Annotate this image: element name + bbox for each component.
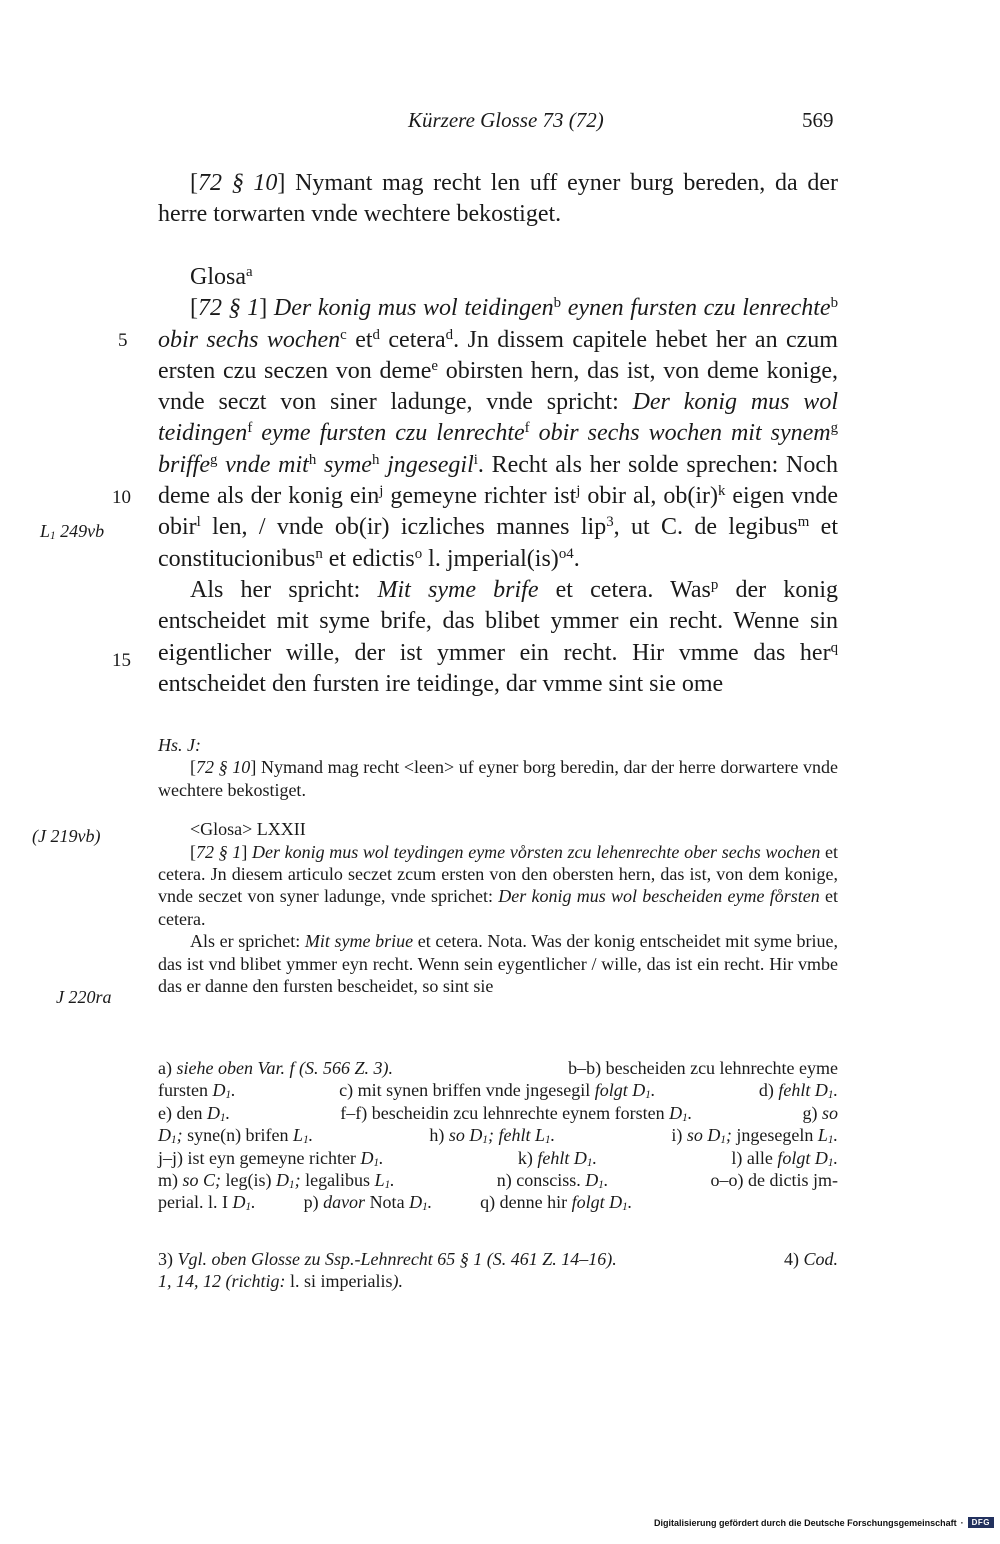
line-number-15: 15 bbox=[112, 650, 131, 671]
main-paragraph-2: [72 § 1] Der konig mus wol teidingen$^b$ eynen fursten czu lenrechte$^b$ obir sechs wochen$^c$ $et^d$ cetera$^d$. Jn dissem capitele hebet her an czum ersten czu seczen von deme$^e$ obirsten hern, das ist, von deme konige, vnde seczt von siner ladunge, vnde spricht: Der konig mus wol teidingen$^f$ eyme fursten czu lenrechte$^f$ obir sechs wochen mit synem$^g$ briffe$^g$ vnde mit$^h$ syme$^h$ jngesegil$^i$. Recht als her solde sprechen: Noch deme als der konig ein$^j$ gemeyne richter ist$^j$ obir al, ob(ir)$^k$ eigen vnde obir$^l$ len, / vnde ob(ir) iczliches mannes lip$^3$, ut C. de legibus$^m$ et constitucionibus$^n$ et edictis$^o$ l. jmperial(is)$^{o4}$. bbox=[158, 295, 839, 572]
variant-note: h) so $D_1$; fehlt $L_1$. bbox=[429, 1125, 556, 1147]
hs-j-section bbox=[158, 734, 838, 997]
margin-folio-j-220ra: J 220ra bbox=[56, 987, 112, 1007]
variant-row bbox=[158, 1191, 838, 1213]
footnote-row bbox=[158, 1270, 838, 1292]
margin-folio-j-219vb: (J 219vb) bbox=[32, 826, 101, 846]
dfg-credit: Digitalisierung gefördert durch die Deutsche Forschungsgemeinschaft · DFG bbox=[654, 1517, 994, 1528]
page-number: 569 bbox=[802, 108, 834, 132]
margin-folio-l1: $L_1$ 249vb bbox=[40, 521, 105, 543]
footnote-4-cont: 1, 14, 12 (richtig: l. si imperialis). bbox=[158, 1271, 403, 1292]
hs-j-paragraph-3: Als er sprichet: Mit syme briue et cetera. Nota. Was der konig entscheidet mit syme briue, das ist vnd blibet ymmer eyn recht. Wenn sein eygentlicher / wille, das ist ein recht. Hir vmbe das er danne den fursten bescheidet, so sint sie bbox=[158, 931, 838, 997]
variant-note: fursten $D_1$. bbox=[158, 1080, 236, 1102]
variant-note: k) fehlt $D_1$. bbox=[517, 1147, 597, 1169]
line-number-5: 5 bbox=[118, 330, 128, 351]
variant-note: g) so bbox=[802, 1102, 838, 1123]
footnote-row bbox=[158, 1248, 838, 1270]
glosa-heading: Glosa$^a$ bbox=[190, 263, 253, 290]
variant-note: a) siehe oben Var. f (S. 566 Z. 3). bbox=[158, 1058, 393, 1078]
variant-note: q) denne hir folgt $D_1$. bbox=[480, 1192, 633, 1214]
hs-j-label: Hs. J: bbox=[158, 735, 201, 755]
variant-row bbox=[158, 1079, 838, 1101]
main-paragraph-3: Als her spricht: Mit syme brife et cetera. Was$^p$ der konig entscheidet mit syme brife, das blibet ymmer ein recht. Wenne sin eigentlicher wille, der ist ymmer ein recht. Hir vmme das her$^q$ entscheidet den fursten ire teidinge, dar vmme sint sie ome bbox=[158, 576, 838, 697]
variant-row bbox=[158, 1147, 838, 1169]
variant-row bbox=[158, 1057, 838, 1079]
variant-note: p) davor Nota $D_1$. bbox=[303, 1192, 433, 1214]
hs-j-heading: <Glosa> LXXII bbox=[190, 819, 306, 840]
variant-note: $D_1$; syne(n) brifen $L_1$. bbox=[158, 1125, 314, 1147]
line-number-10: 10 bbox=[112, 487, 131, 508]
main-paragraph-1: [72 § 10] Nymant mag recht len uff eyner burg bereden, da der herre torwarten vnde wechtere bekostiget. bbox=[158, 170, 838, 228]
variant-note: perial. l. I $D_1$. bbox=[158, 1192, 256, 1214]
variant-note: j–j) ist eyn gemeyne richter $D_1$. bbox=[158, 1147, 384, 1169]
hs-j-paragraph-2: [72 § 1] Der konig mus wol teydingen eyme vo̊rsten zcu lehenrechte ober sechs wochen et cetera. Jn diesem articulo seczet zcum ersten von den obersten hern, das ist, von dem konige, vnde seczet von syner ladunge, vnde sprichet: Der konig mus wol bescheiden eyme fo̊rsten et cetera. bbox=[158, 841, 838, 929]
variant-note: o–o) de dictis jm- bbox=[710, 1170, 838, 1191]
footnote-4: 4) Cod. bbox=[783, 1249, 838, 1269]
footnote-3: 3) Vgl. oben Glosse zu Ssp.-Lehnrecht 65 § 1 (S. 461 Z. 14–16). bbox=[158, 1249, 617, 1269]
variant-note: m) so C; leg(is) $D_1$; legalibus $L_1$. bbox=[158, 1170, 395, 1192]
variant-note: l) alle folgt $D_1$. bbox=[731, 1147, 838, 1169]
variant-note: e) den $D_1$. bbox=[158, 1102, 231, 1125]
glosa-block bbox=[158, 262, 838, 700]
variant-note: b–b) bescheiden zcu lehnrechte eyme bbox=[568, 1058, 838, 1078]
variant-row bbox=[158, 1102, 838, 1124]
dfg-credit-text: Digitalisierung gefördert durch die Deutsche Forschungsgemeinschaft bbox=[654, 1517, 957, 1528]
variant-note: f–f) bescheidin zcu lehnrechte eynem forsten $D_1$. bbox=[340, 1102, 693, 1125]
variant-row bbox=[158, 1124, 838, 1146]
variant-note: n) consciss. $D_1$. bbox=[496, 1170, 609, 1192]
variant-note: i) so $D_1$; jngesegeln $L_1$. bbox=[671, 1125, 838, 1147]
hs-j-paragraph-1: [72 § 10] Nymand mag recht <leen> uf eyner borg beredin, dar der herre dorwartere vnde wechtere bekostiget. bbox=[158, 757, 839, 800]
variant-apparatus bbox=[158, 1057, 838, 1214]
footnotes bbox=[158, 1248, 838, 1293]
variant-note: c) mit synen briffen vnde jngesegil folgt $D_1$. bbox=[339, 1080, 656, 1102]
variant-note: d) fehlt $D_1$. bbox=[758, 1080, 838, 1102]
dfg-logo-icon: DFG bbox=[968, 1517, 994, 1528]
variant-row bbox=[158, 1169, 838, 1191]
running-title: Kürzere Glosse 73 (72) bbox=[408, 108, 604, 132]
